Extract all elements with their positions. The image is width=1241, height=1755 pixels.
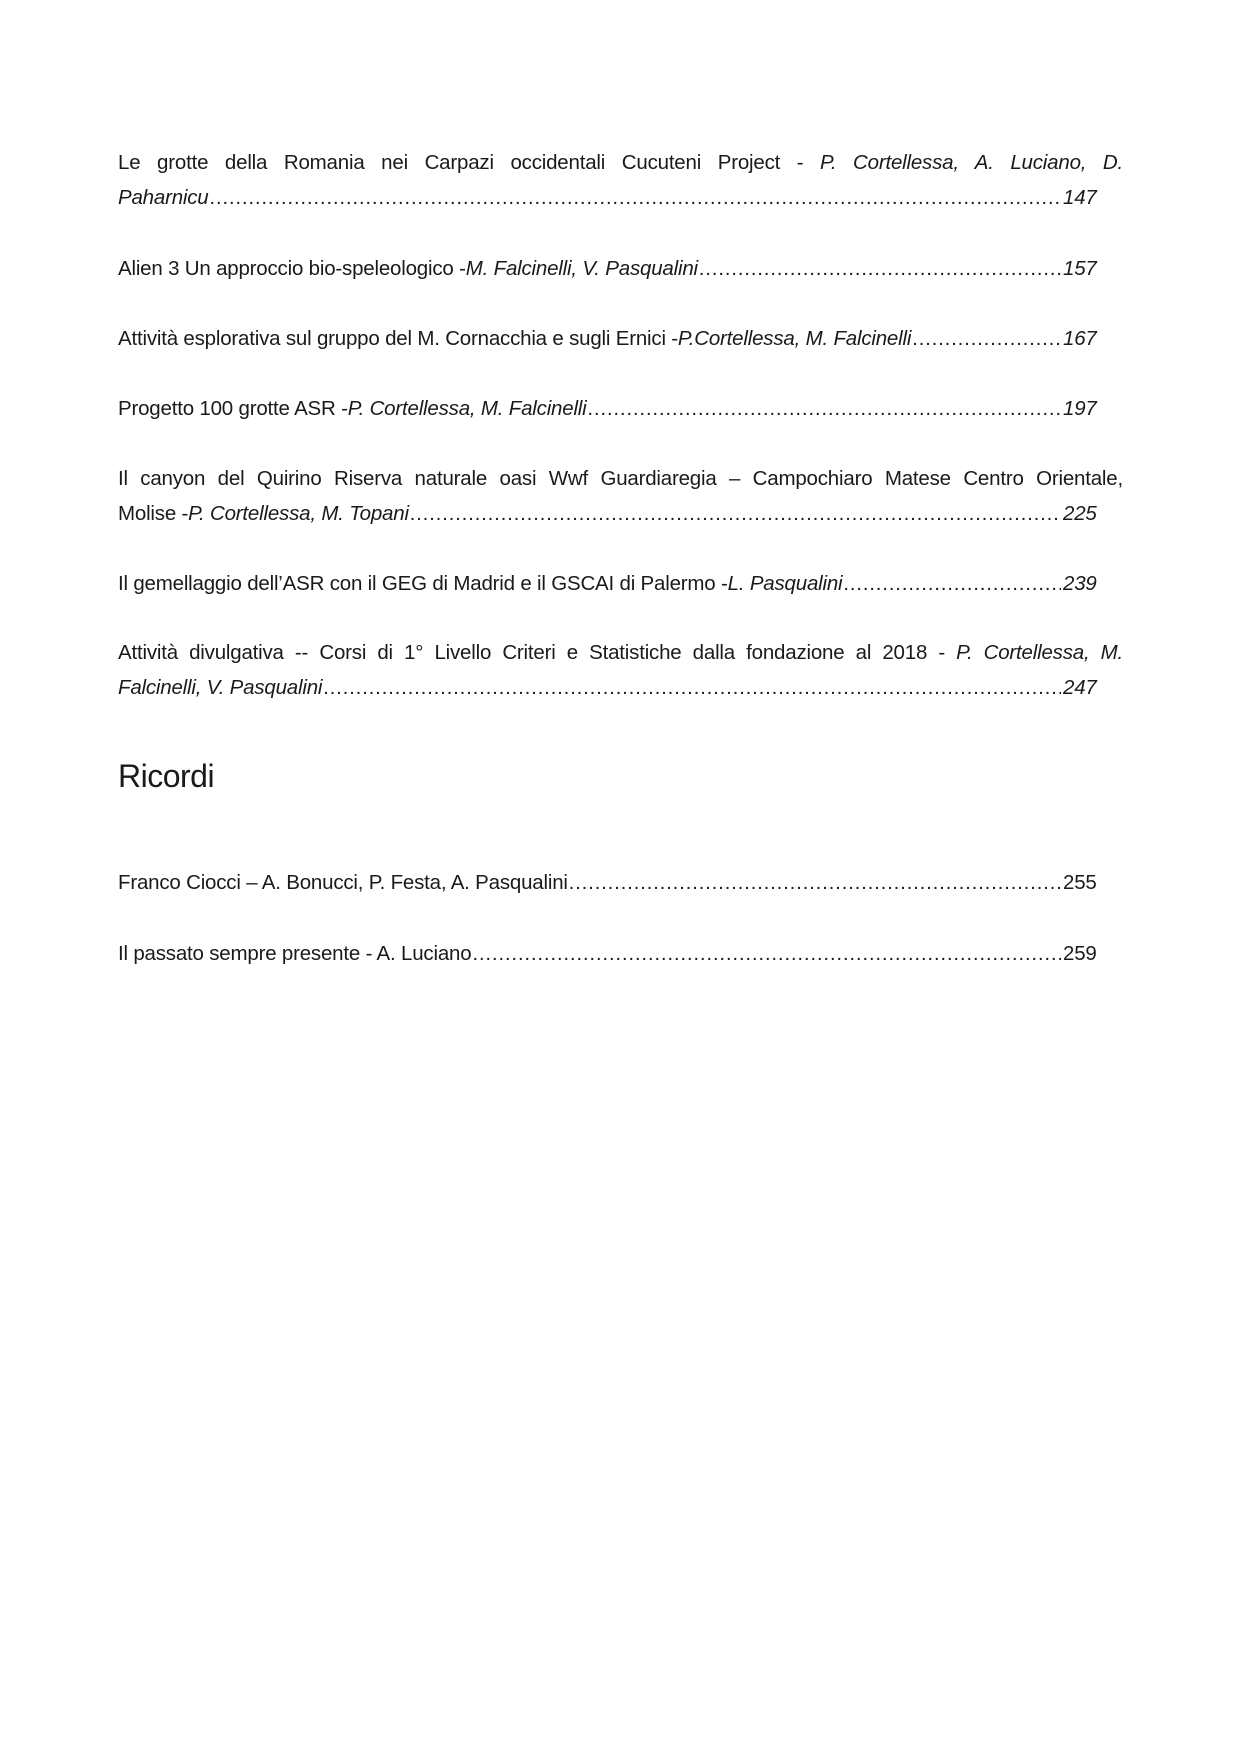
toc-entry-page-number: 225 [1063, 502, 1097, 525]
toc-entry-line [118, 180, 1123, 215]
toc-entry-authors: P. Cortellessa, M. [956, 641, 1123, 664]
toc-entry-title: Attività divulgativa -- Corsi di 1° Livello Criteri e Statistiche dalla fondazione al 2018 - [118, 641, 957, 664]
toc-entry-authors: P. Cortellessa, A. Luciano, D. [820, 151, 1124, 174]
toc-entry-page-number: 157 [1063, 257, 1097, 280]
toc-entry-title: Alien 3 Un approccio bio-speleologico - [118, 257, 466, 280]
toc-entry-cornacchia[interactable] [118, 321, 1123, 356]
toc-entry-progetto-100[interactable] [118, 391, 1123, 426]
dot-leader [698, 251, 1061, 286]
toc-entry-passato[interactable] [118, 936, 1123, 971]
toc-entry-authors: P. Cortellessa, M. Falcinelli [347, 397, 587, 420]
toc-entry-line [118, 145, 1123, 180]
toc-entry-line [118, 865, 1123, 900]
toc-entry-quirino[interactable] [118, 461, 1123, 531]
toc-entry-title: Le grotte della Romania nei Carpazi occidentali Cucuteni Project - [118, 151, 821, 174]
toc-entry-romania[interactable] [118, 145, 1123, 215]
dot-leader [409, 496, 1061, 531]
toc-entry-title: Franco Ciocci – A. Bonucci, P. Festa, A. Pasqualini [118, 871, 568, 894]
toc-entry-authors: L. Pasqualini [727, 572, 843, 595]
dot-leader [587, 391, 1061, 426]
toc-entry-page-number: 259 [1063, 942, 1097, 965]
toc-entry-authors: Paharnicu [118, 186, 209, 209]
toc-entry-authors: P.Cortellessa, M. Falcinelli [677, 327, 912, 350]
toc-entry-page-number: 167 [1063, 327, 1097, 350]
toc-entry-authors: M. Falcinelli, V. Pasqualini [465, 257, 698, 280]
toc-entry-page-number: 197 [1063, 397, 1097, 420]
toc-entry-line [118, 566, 1123, 601]
toc-entry-line [118, 936, 1123, 971]
toc-entry-line [118, 635, 1123, 670]
toc-entry-alien3[interactable] [118, 251, 1123, 286]
toc-entry-page-number: 247 [1063, 676, 1097, 699]
dot-leader [911, 321, 1061, 356]
dot-leader [322, 670, 1061, 705]
dot-leader [209, 180, 1061, 215]
dot-leader [471, 936, 1061, 971]
toc-entry-line [118, 321, 1123, 356]
toc-entry-franco-ciocci[interactable] [118, 865, 1123, 900]
toc-entry-title: Molise - [118, 502, 189, 525]
dot-leader [568, 865, 1061, 900]
toc-entry-page-number: 255 [1063, 871, 1097, 894]
toc-entry-title: Attività esplorativa sul gruppo del M. Cornacchia e sugli Ernici - [118, 327, 678, 350]
toc-entry-page-number: 239 [1063, 572, 1097, 595]
toc-entry-line [118, 496, 1123, 531]
toc-entry-page-number: 147 [1063, 186, 1097, 209]
toc-entry-authors: P. Cortellessa, M. Topani [188, 502, 409, 525]
toc-entry-title: Il passato sempre presente - A. Luciano [118, 942, 472, 965]
dot-leader [842, 566, 1061, 601]
toc-entry-line [118, 391, 1123, 426]
toc-entry-divulgativa[interactable] [118, 635, 1123, 705]
toc-entry-gemellaggio[interactable] [118, 566, 1123, 601]
toc-entry-title: Progetto 100 grotte ASR - [118, 397, 348, 420]
toc-entry-authors: Falcinelli, V. Pasqualini [118, 676, 323, 699]
toc-entry-title: Il gemellaggio dell’ASR con il GEG di Madrid e il GSCAI di Palermo - [118, 572, 728, 595]
toc-entry-line: Il canyon del Quirino Riserva naturale oasi Wwf Guardiaregia – Campochiaro Matese Centro Orientale, [118, 467, 1123, 490]
toc-entry-line [118, 251, 1123, 286]
section-heading-ricordi: Ricordi [118, 758, 215, 794]
toc-entry-line [118, 670, 1123, 705]
